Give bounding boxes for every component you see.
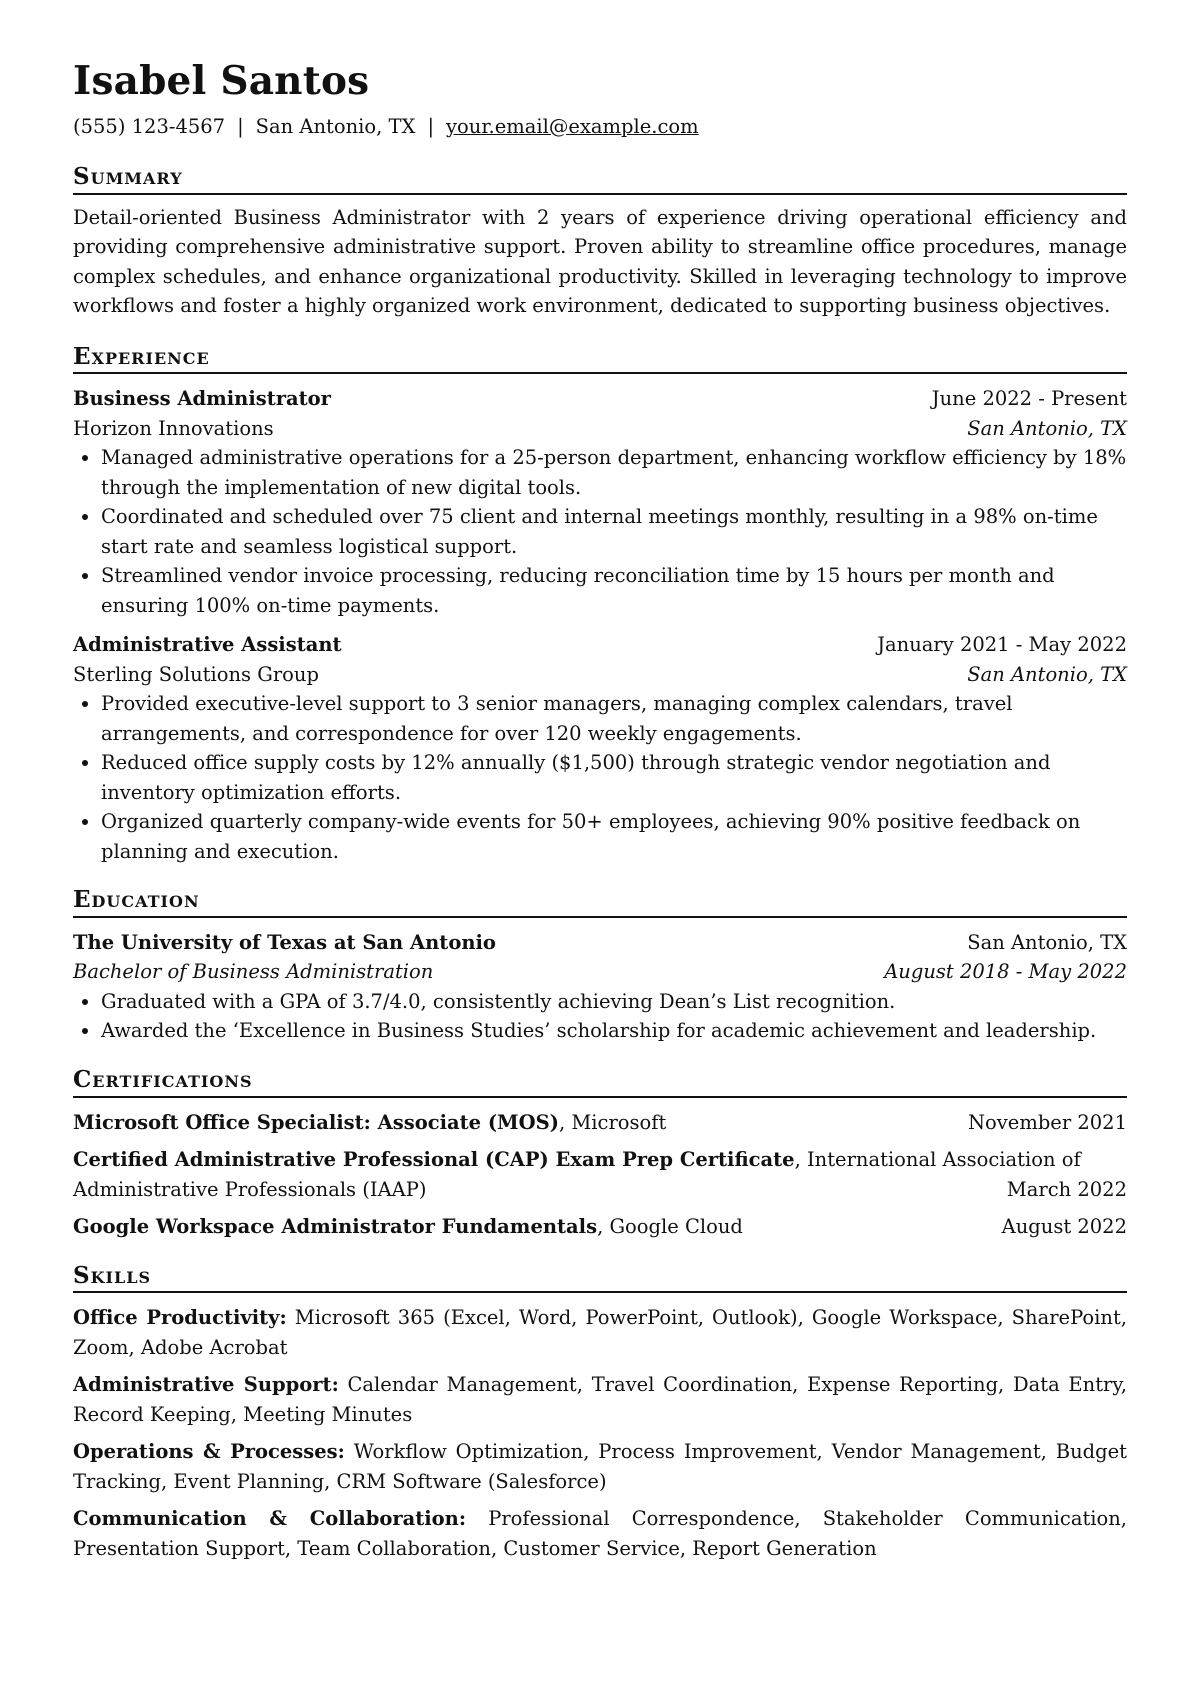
job-company: Sterling Solutions Group: [73, 662, 319, 686]
contact-separator: |: [427, 114, 435, 138]
job-bullets: [73, 443, 1127, 620]
skill-group: [73, 1437, 1127, 1496]
skill-label: Operations & Processes:: [73, 1440, 345, 1464]
job-entry: [73, 384, 1127, 620]
contact-location: San Antonio, TX: [255, 114, 416, 138]
certification-issuer: , International Association of: [794, 1148, 1081, 1172]
skill-group: [73, 1370, 1127, 1429]
job-bullet: • Managed administrative operations for a 25-person department, enhancing workflow efficiency by 18% through the implementation of new digital tools.: [101, 443, 1127, 502]
certification-date: March 2022: [1006, 1177, 1127, 1201]
job-location: San Antonio, TX: [967, 662, 1127, 686]
certification-name: Certified Administrative Professional (CAP) Exam Prep Certificate: [73, 1148, 795, 1172]
section-title-certifications: Certifications: [73, 1066, 1127, 1098]
resume-page: [73, 58, 1127, 1563]
certification-item: [73, 1212, 1127, 1242]
certification-issuer: Administrative Professionals (IAAP): [73, 1177, 427, 1201]
job-bullet: • Streamlined vendor invoice processing, reducing reconciliation time by 15 hours per month and ensuring 100% on-time payments.: [101, 561, 1127, 620]
job-entry: [73, 630, 1127, 866]
contact-line: [73, 114, 1127, 139]
skill-label: Office Productivity:: [73, 1306, 287, 1330]
certification-issuer: , Google Cloud: [597, 1215, 743, 1239]
job-bullet: • Organized quarterly company-wide events for 50+ employees, achieving 90% positive feedback on planning and execution.: [101, 807, 1127, 866]
skill-list: Workflow Optimization, Process Improvement, Vendor Management, Budget Tracking, Event Planning, CRM Software (Salesforce): [73, 1440, 1127, 1493]
phone-number: (555) 123-4567: [73, 114, 226, 138]
certification-item: [73, 1145, 1127, 1204]
skill-list: Professional Correspondence, Stakeholder Communication, Presentation Support, Team Collaboration, Customer Service, Report Generation: [73, 1507, 1128, 1560]
education-dates: August 2018 - May 2022: [884, 960, 1127, 984]
education-bullet: • Graduated with a GPA of 3.7/4.0, consistently achieving Dean’s List recognition.: [101, 987, 1127, 1017]
job-bullet: • Provided executive-level support to 3 senior managers, managing complex calendars, travel arrangements, and correspondence for over 120 weekly engagements.: [101, 689, 1127, 748]
certification-date: August 2022: [1001, 1215, 1127, 1239]
certification-issuer: , Microsoft: [558, 1110, 667, 1134]
job-location: San Antonio, TX: [967, 416, 1127, 440]
email-link[interactable]: your.email@example.com: [446, 114, 699, 138]
job-role: Administrative Assistant: [73, 633, 342, 657]
section-title-education: Education: [73, 886, 1127, 918]
job-dates: January 2021 - May 2022: [877, 633, 1127, 657]
job-bullet: • Reduced office supply costs by 12% annually ($1,500) through strategic vendor negotiation and inventory optimization efforts.: [101, 748, 1127, 807]
certification-name: Google Workspace Administrator Fundamentals: [73, 1215, 598, 1239]
contact-separator: |: [237, 114, 244, 138]
job-bullets: [73, 689, 1127, 866]
section-title-experience: Experience: [73, 343, 1127, 375]
job-role: Business Administrator: [73, 387, 331, 411]
certification-item: [73, 1108, 1127, 1138]
school-location: San Antonio, TX: [967, 930, 1127, 954]
certification-date: November 2021: [967, 1110, 1127, 1134]
education-bullets: [73, 987, 1127, 1046]
skill-list: Microsoft 365 (Excel, Word, PowerPoint, Outlook), Google Workspace, SharePoint, Zoom, Adobe Acrobat: [73, 1306, 1127, 1359]
skill-list: Calendar Management, Travel Coordination, Expense Reporting, Data Entry, Record Keeping, Meeting Minutes: [73, 1373, 1127, 1426]
school-name: The University of Texas at San Antonio: [73, 930, 496, 954]
certification-name: Microsoft Office Specialist: Associate (MOS): [73, 1110, 559, 1134]
skill-label: Administrative Support:: [73, 1373, 339, 1397]
degree-name: Bachelor of Business Administration: [73, 960, 434, 984]
skill-group: [73, 1504, 1127, 1563]
skill-label: Communication & Collaboration:: [73, 1507, 467, 1531]
section-title-summary: Summary: [73, 163, 1127, 195]
candidate-name: Isabel Santos: [73, 58, 370, 104]
skill-group: [73, 1303, 1127, 1362]
job-dates: June 2022 - Present: [931, 387, 1127, 411]
education-bullet: • Awarded the ‘Excellence in Business Studies’ scholarship for academic achievement and leadership.: [101, 1016, 1127, 1046]
education-entry: [73, 928, 1127, 1046]
job-company: Horizon Innovations: [73, 416, 274, 440]
summary-text: Detail-oriented Business Administrator with 2 years of experience driving operational efficiency and providing comprehensive administrative support. Proven ability to streamline office procedures, manage complex schedules, and enhance organizational productivity. Skilled in leveraging technology to improve workflows and foster a highly organized work environment, dedicated to supporting business objectives.: [73, 205, 1127, 318]
section-title-skills: Skills: [73, 1262, 1127, 1294]
job-bullet: • Coordinated and scheduled over 75 client and internal meetings monthly, resulting in a 98% on-time start rate and seamless logistical support.: [101, 502, 1127, 561]
